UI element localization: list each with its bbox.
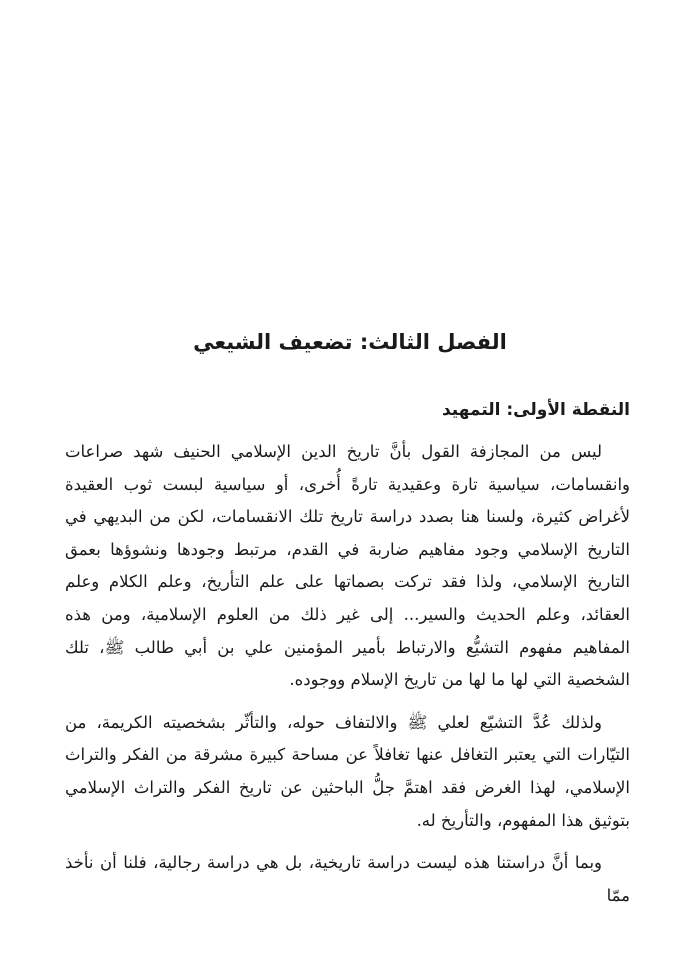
section-heading: النقطة الأولى: التمهيد [441,400,630,420]
paragraph: وبما أنَّ دراستنا هذه ليست دراسة تاريخية، بل هي دراسة رجالية، فلنا أن نأخذ ممّا [65,853,630,905]
paragraph: ليس من المجازفة القول بأنَّ تاريخ الدين الإسلامي الحنيف شهد صراعات وانقسامات، سياسية تارة وعقيدية تارةً أُخرى، أو سياسية لبست ثوب العقيدة لأغراض كثيرة، ولسنا هنا بصدد دراسة تاريخ تلك الانقسامات، لكن من البديهي في التاريخ الإسلامي وجود مفاهيم ضاربة في القدم، مرتبط وجودها ونشوؤها بعمق التاريخ الإسلامي، ولذا فقد تركت بصماتها على علم التأريخ، وعلم الكلام وعلم العقائد، وعلم الحديث والسير... إلى غير ذلك من العلوم الإسلامية، ومن هذه المفاهيم مفهوم التشيُّع والارتباط بأمير المؤمنين علي بن أبي طالب ﷺ، تلك الشخصية التي لها ما لها من تاريخ الإسلام ووجوده. [65,442,630,690]
paragraph: ولذلك عُدَّ التشيّع لعلي ﷺ والالتفاف حوله، والتأثّر بشخصيته الكريمة، من التيّارات التي يعتبر التغافل عنها تغافلاً عن مساحة كبيرة مشرقة من الفكر والتراث الإسلامي، لهذا الغرض فقد اهتمَّ جلُّ الباحثين عن تاريخ الفكر والتراث الإسلامي بتوثيق هذا المفهوم، والتأريخ له. [65,712,630,830]
body-text [65,436,630,922]
chapter-title: الفصل الثالث: تضعيف الشيعي [193,330,507,354]
